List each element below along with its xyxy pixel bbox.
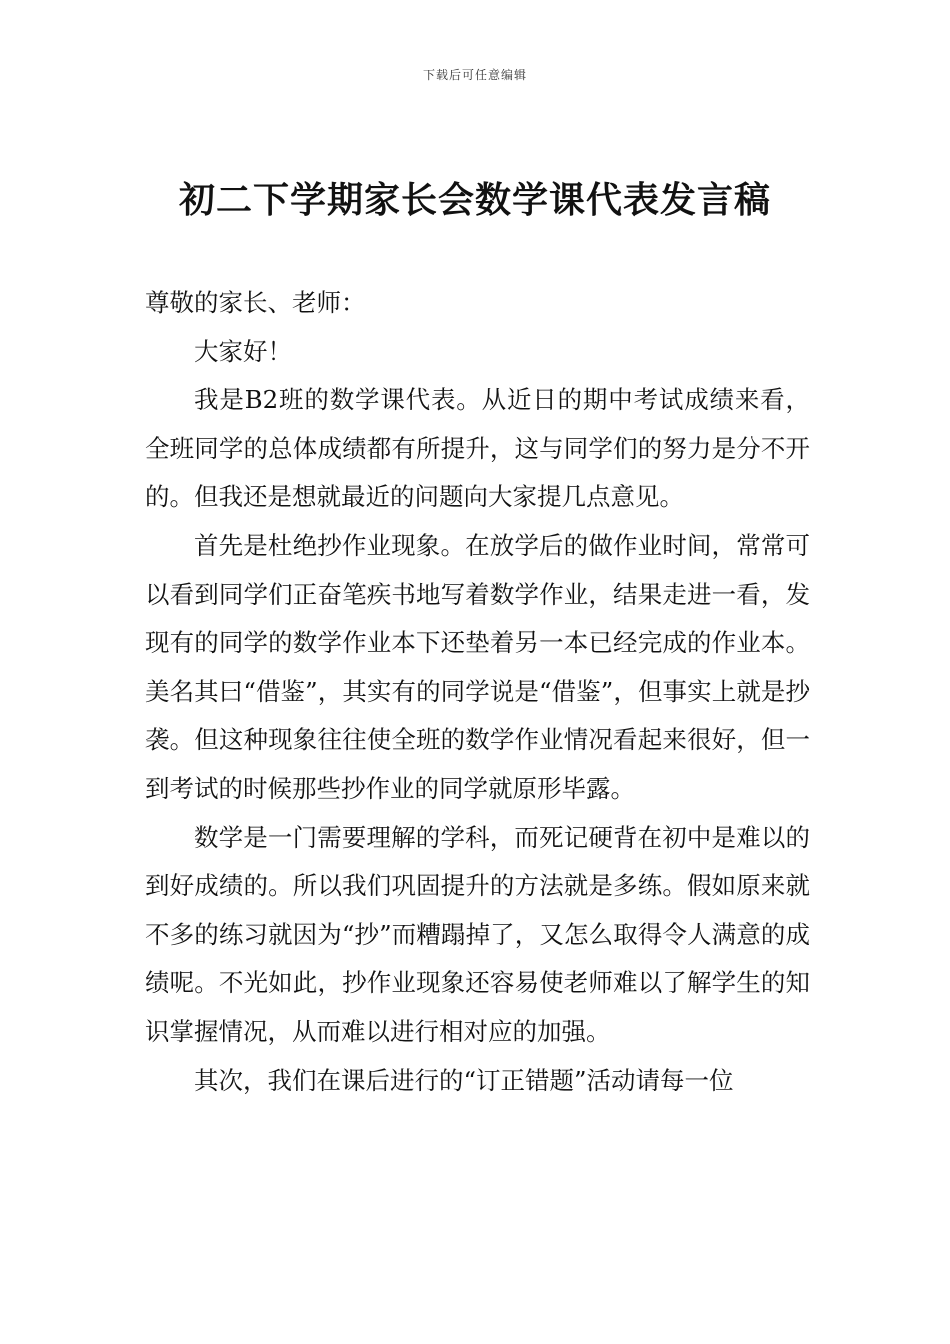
salutation: 尊敬的家长、老师：: [145, 288, 366, 317]
document-title: 初二下学期家长会数学课代表发言稿: [178, 180, 771, 221]
paragraph-copying-homework: 首先是杜绝抄作业现象。在放学后的做作业时间，常常可以看到同学们正奋笔疾书地写着数学作业，结果走进一看，发现有的同学的数学作业本下还垫着另一本已经完成的作业本。美名其曰“借鉴”，其实有的同学说是“借鉴”，但事实上就是抄袭。但这种现象往往使全班的数学作业情况看起来很好，但一到考试的时候那些抄作业的同学就原形毕露。: [145, 530, 810, 803]
paragraph-intro: 我是B2班的数学课代表。从近日的期中考试成绩来看，全班同学的总体成绩都有所提升，这与同学们的努力是分不开的。但我还是想就最近的问题向大家提几点意见。: [145, 385, 810, 512]
paragraph-practice: 数学是一门需要理解的学科，而死记硬背在初中是难以的到好成绩的。所以我们巩固提升的方法就是多练。假如原来就不多的练习就因为“抄”而糟蹋掉了，又怎么取得令人满意的成绩呢。不光如此，抄作业现象还容易使老师难以了解学生的知识掌握情况，从而难以进行相对应的加强。: [145, 822, 810, 1046]
document-body: [145, 279, 810, 1105]
page-header-note: 下载后可任意编辑: [422, 68, 527, 82]
paragraph-corrections: 其次，我们在课后进行的“订正错题”活动请每一位: [194, 1065, 734, 1095]
paragraph-greeting: 大家好！: [194, 336, 292, 366]
